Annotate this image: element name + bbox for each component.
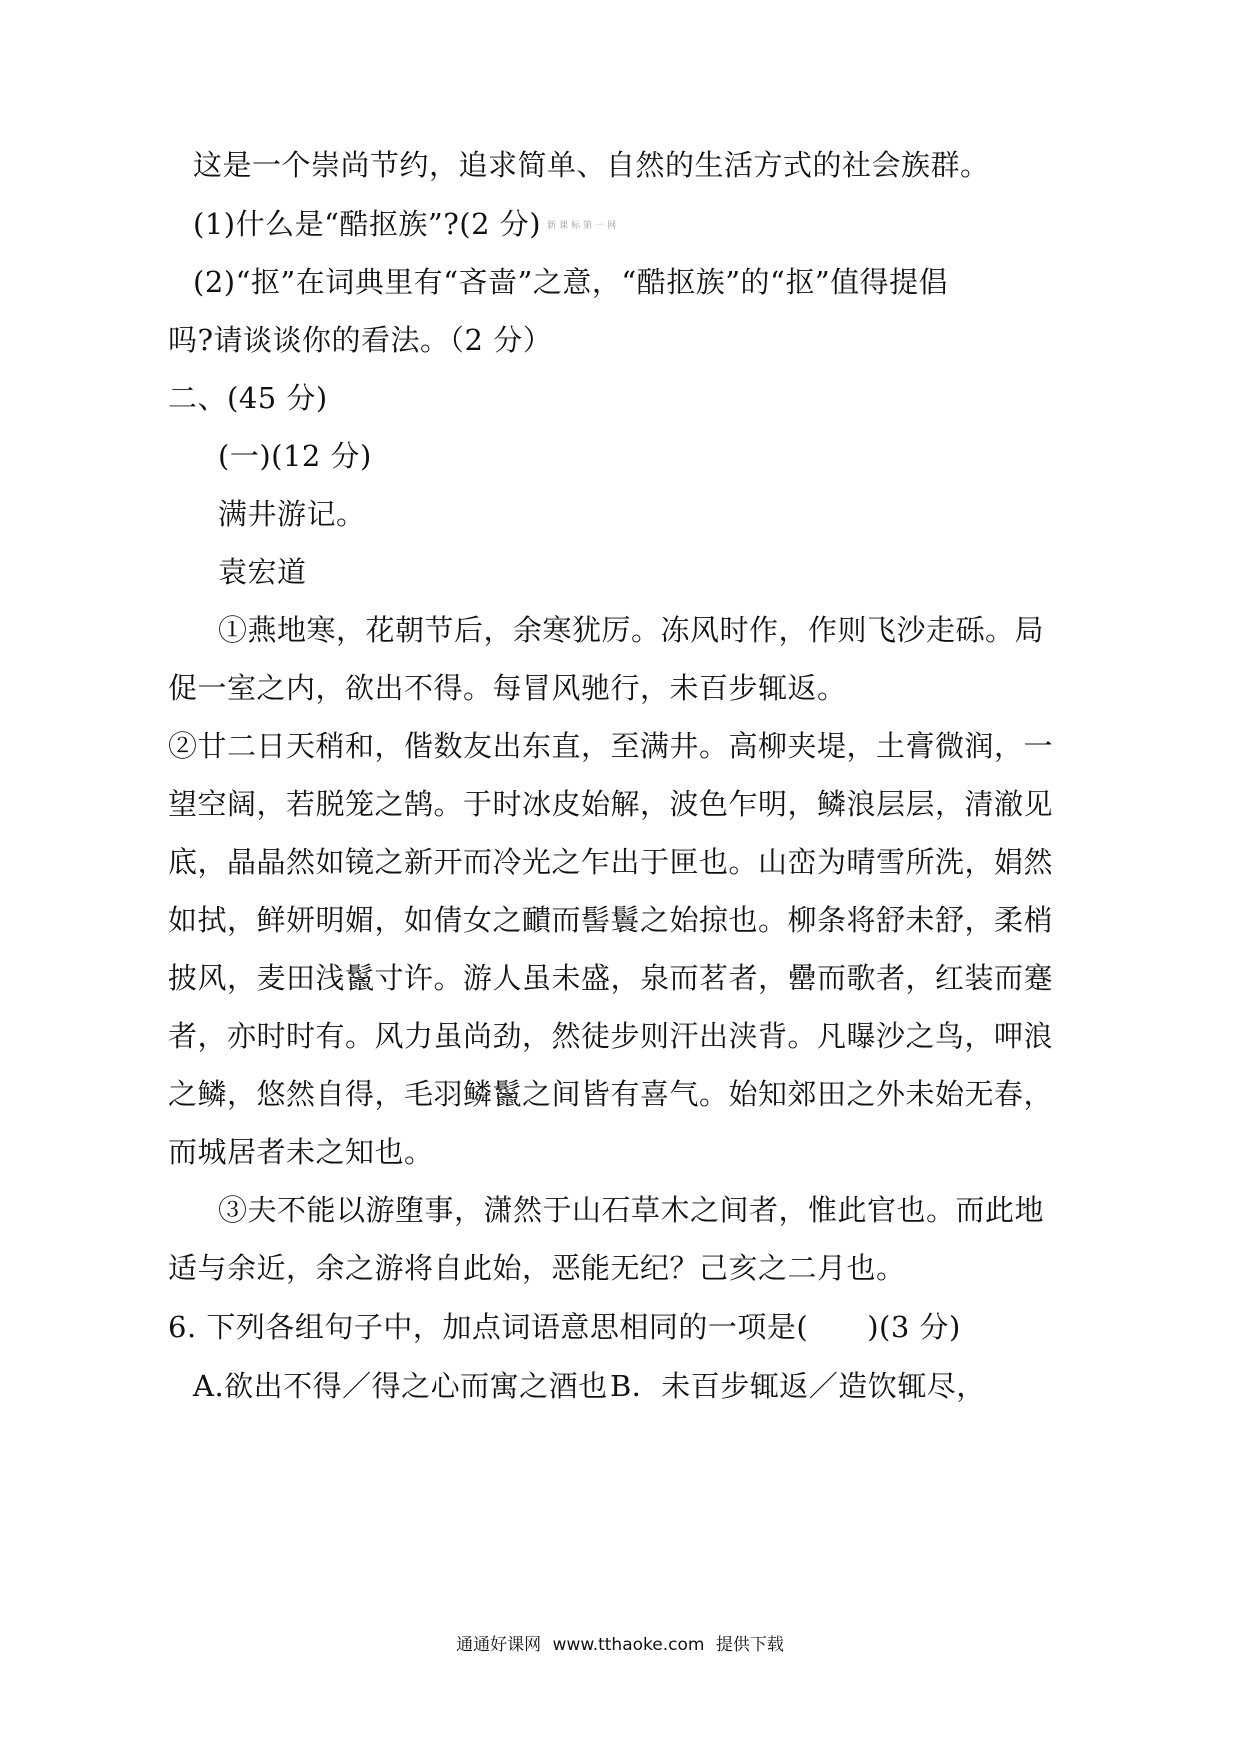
- question-6-option-b: B．未百步辄返／造饮辄尽，: [610, 1369, 986, 1403]
- passage-title: 满井游记。: [218, 497, 366, 531]
- paragraph-2-line-7: 之鳞，悠然自得，毛羽鳞鬣之间皆有喜气。始知郊田之外未始无春，: [168, 1077, 1054, 1111]
- paragraph-2-line-3: 底，晶晶然如镜之新开而冷光之乍出于匣也。山峦为晴雪所洗，娟然: [168, 845, 1054, 879]
- paragraph-2-line-6: 者，亦时时有。风力虽尚劲，然徒步则汗出浃背。凡曝沙之鸟，呷浪: [168, 1019, 1054, 1053]
- intro-line: 这是一个崇尚节约，追求简单、自然的生活方式的社会族群。: [193, 148, 990, 182]
- question-1: [193, 204, 619, 246]
- footer-suffix: 提供下载: [715, 1635, 784, 1655]
- paragraph-1-line-1: ①燕地寒，花朝节后，余寒犹厉。冻风时作，作则飞沙走砾。局: [218, 613, 1045, 647]
- paragraph-2-line-4: 如拭，鲜妍明媚，如倩女之靧而髻鬟之始掠也。柳条将舒未舒，柔梢: [168, 903, 1054, 937]
- question-2-line-2: 吗?请谈谈你的看法。（2 分）: [168, 323, 553, 357]
- paragraph-3-line-1: ③夫不能以游堕事，潇然于山石草木之间者，惟此官也。而此地: [218, 1193, 1045, 1227]
- question-2-line-1: (2)“抠”在词典里有“吝啬”之意，“酷抠族”的“抠”值得提倡: [193, 265, 949, 299]
- paragraph-2-line-5: 披风，麦田浅鬣寸许。游人虽未盛，泉而茗者，罍而歌者，红装而蹇: [168, 961, 1054, 995]
- passage-author: 袁宏道: [218, 555, 307, 589]
- footer-site-name: 通通好课网: [456, 1635, 542, 1655]
- sub-heading: (一)(12 分): [218, 439, 372, 473]
- section-heading: 二、(45 分): [168, 381, 328, 415]
- footer-url[interactable]: www.tthaoke.com: [552, 1635, 705, 1655]
- question-1-text: (1)什么是“酷抠族”?(2 分): [193, 207, 542, 241]
- paragraph-2-line-8: 而城居者未之知也。: [168, 1135, 434, 1169]
- page-footer: [0, 1630, 1240, 1655]
- watermark-text: 新课标第一网: [547, 221, 620, 231]
- paragraph-3-line-2: 适与余近，余之游将自此始，恶能无纪？己亥之二月也。: [168, 1251, 906, 1285]
- question-6-option-a: A.欲出不得／得之心而寓之酒也: [193, 1369, 608, 1403]
- paragraph-2-line-1: ②廿二日天稍和，偕数友出东直，至满井。高柳夹堤，土膏微润，一: [168, 729, 1054, 763]
- question-6-stem: 6. 下列各组句子中，加点词语意思相同的一项是( )(3 分): [168, 1310, 961, 1344]
- paragraph-1-line-2: 促一室之内，欲出不得。每冒风驰行，未百步辄返。: [168, 671, 847, 705]
- paragraph-2-line-2: 望空阔，若脱笼之鹄。于时冰皮始解，波色乍明，鳞浪层层，清澈见: [168, 787, 1054, 821]
